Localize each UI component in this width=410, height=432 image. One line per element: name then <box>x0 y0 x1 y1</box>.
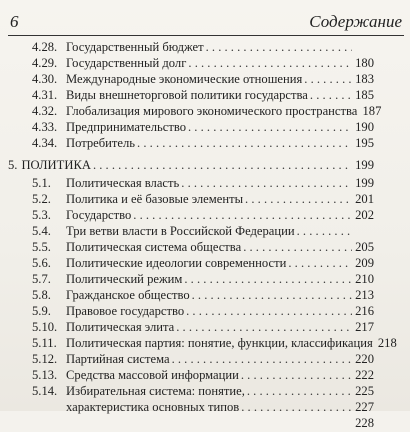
page-header <box>10 12 402 34</box>
toc-entry-5-2: 5.2. Политика и её базовые элементы . . . 201 <box>32 192 374 208</box>
page-number: 6 <box>10 12 19 31</box>
toc-trailing-page: 228 <box>355 416 374 430</box>
toc-entry-4-29: 4.29. Государственный долг . . . 180 <box>32 56 374 72</box>
toc-entry-5-12: 5.12. Партийная система . . . 220 <box>32 352 374 368</box>
toc-entry-5-7: 5.7. Политический режим . . . 210 <box>32 272 374 288</box>
toc-entry-5-9: 5.9. Правовое государство . . . 216 <box>32 304 374 320</box>
toc-entry-5-3: 5.3. Государство . . . 202 <box>32 208 374 224</box>
toc-entry-4-33: 4.33. Предпринимательство . . . 190 <box>32 120 374 136</box>
toc-entry-5-11: 5.11. Политическая партия: понятие, функции, классификация 218 <box>32 336 397 350</box>
toc-entry-5-8: 5.8. Гражданское общество . . . 213 <box>32 288 374 304</box>
section-title: Содержание <box>309 12 402 31</box>
toc-entry-5-1: 5.1. Политическая власть . . . 199 <box>32 176 374 192</box>
toc-entry-4-32: 4.32. Глобализация мирового экономического пространства 187 <box>32 104 382 118</box>
toc-entry-4-31: 4.31. Виды внешнеторговой политики государства . . . 185 <box>32 88 374 104</box>
toc-entry-5-6: 5.6. Политические идеологии современности . . . 209 <box>32 256 374 272</box>
toc-entry-4-34: 4.34. Потребитель . . . 195 <box>32 136 374 152</box>
toc-entry-5-14-continuation: характеристика основных типов . . . 227 <box>32 400 374 416</box>
toc-entry-5-14: 5.14. Избирательная система: понятие, . . . 225 <box>32 384 374 400</box>
toc-entry-5-10: 5.10. Политическая элита . . . 217 <box>32 320 374 336</box>
header-rule <box>8 35 404 36</box>
toc-entry-5-4: 5.4. Три ветви власти в Российской Федерации . . . <box>32 224 374 240</box>
toc-entry-5-5: 5.5. Политическая система общества . . . 205 <box>32 240 374 256</box>
toc-entry-4-30: 4.30. Международные экономические отношения . . . 183 <box>32 72 374 88</box>
toc-entry-5-13: 5.13. Средства массовой информации . . . 222 <box>32 368 374 384</box>
toc-chapter-5: 5. ПОЛИТИКА . . . 199 <box>8 158 374 174</box>
toc-entry-4-28: 4.28. Государственный бюджет . . . <box>32 40 374 56</box>
